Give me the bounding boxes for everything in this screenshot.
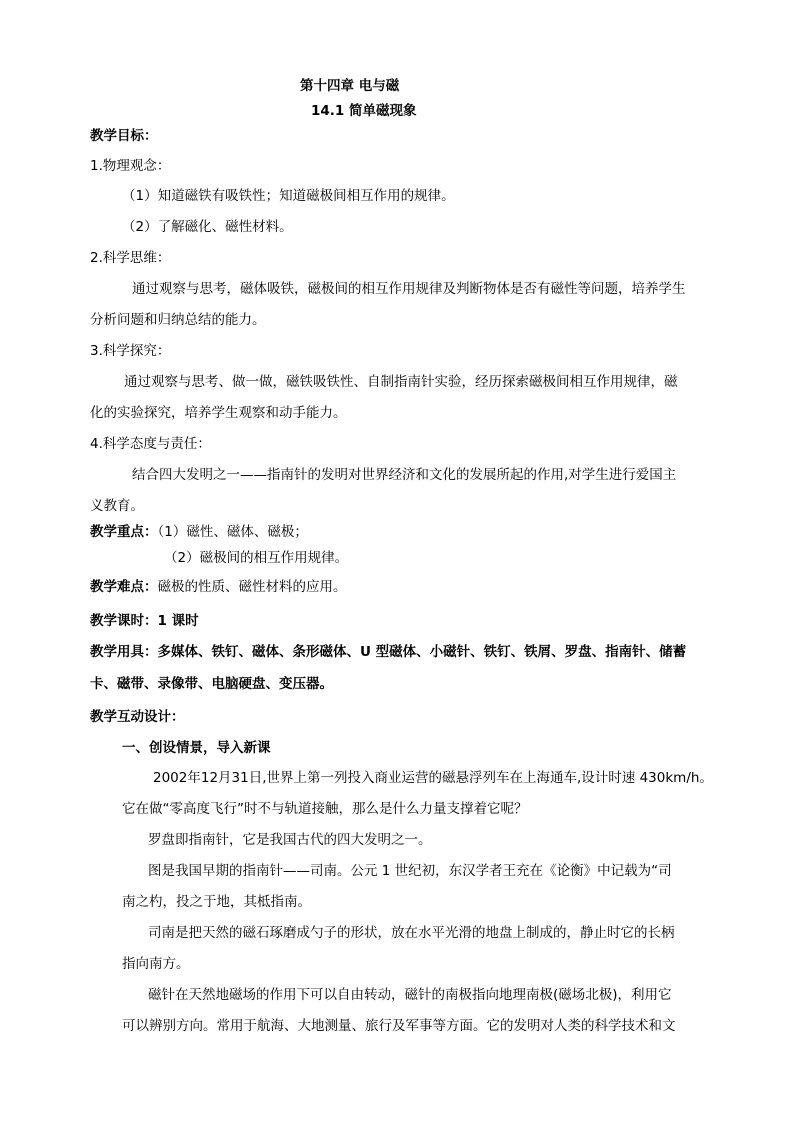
difficulty-label: 教学难点：: [90, 579, 158, 595]
section-title: 14.1 简单磁现象: [311, 103, 417, 119]
difficulty-text: 磁极的性质、磁性材料的应用。: [157, 579, 347, 595]
teaching-tools-line-2: 卡、磁带、录像带、电脑硬盘、变压器。: [90, 676, 333, 692]
paragraph-3-line-2: 南之杓，投之于地，其柢指南。: [122, 894, 311, 910]
objective-3-line-1: 通过观察与思考、做一做，磁铁吸铁性、自制指南针实验，经历探索磁极间相互作用规律，磁: [124, 374, 678, 390]
objective-2-line-1: 通过观察与思考，磁体吸铁，磁极间的相互作用规律及判断物体是否有磁性等问题，培养学生: [132, 281, 686, 297]
objective-3-heading: 3.科学探究：: [90, 343, 171, 359]
teaching-tools-line-1: 教学用具：多媒体、铁钉、磁体、条形磁体、U 型磁体、小磁针、铁钉、铁屑、罗盘、指南针、储蓄: [90, 644, 687, 660]
key-points-label: 教学重点：: [90, 524, 158, 540]
difficulty-row: [90, 578, 347, 596]
chapter-title: 第十四章 电与磁: [300, 78, 400, 94]
objective-2-line-2: 分析问题和归纳总结的能力。: [90, 312, 266, 328]
objective-4-line-2: 义教育。: [90, 498, 144, 514]
key-points-item-2: （2）磁极间的相互作用规律。: [164, 550, 349, 566]
key-points-row: [90, 523, 308, 541]
objective-1-item-1: （1）知道磁铁有吸铁性；知道磁极间相互作用的规律。: [122, 188, 455, 204]
objective-4-line-1: 结合四大发明之一——指南针的发明对世界经济和文化的发展所起的作用,对学生进行爱国主: [132, 467, 677, 483]
objective-2-heading: 2.科学思维：: [90, 250, 171, 266]
part-1-heading: 一、创设情景，导入新课: [122, 740, 271, 756]
objective-3-line-2: 化的实验探究，培养学生观察和动手能力。: [90, 405, 347, 421]
key-points-item-1: （1）磁性、磁体、磁极；: [157, 524, 308, 540]
paragraph-5-line-2: 可以辨别方向。常用于航海、大地测量、旅行及军事等方面。它的发明对人类的科学技术和文: [122, 1018, 676, 1034]
paragraph-4-line-1: 司南是把天然的磁石琢磨成勺子的形状，放在水平光滑的地盘上制成的，静止时它的长柄: [148, 925, 675, 941]
teaching-hours: 教学课时：1 课时: [90, 613, 199, 629]
paragraph-1-line-2: 它在做“零高度飞行”时不与轨道接触，那么是什么力量支撑着它呢？: [122, 801, 528, 817]
paragraph-3-line-1: 图是我国早期的指南针——司南。公元 1 世纪初，东汉学者王充在《论衡》中记载为“司: [148, 863, 672, 879]
objective-1-heading: 1.物理观念：: [90, 158, 171, 174]
objective-1-item-2: （2）了解磁化、磁性材料。: [122, 219, 293, 235]
interactive-design-heading: 教学互动设计：: [90, 709, 185, 725]
paragraph-5-line-1: 磁针在天然地磁场的作用下可以自由转动，磁针的南极指向地理南极(磁场北极)，利用它: [148, 987, 672, 1003]
paragraph-4-line-2: 指向南方。: [122, 956, 190, 972]
paragraph-1-line-1: 2002年12月31日,世界上第一列投入商业运营的磁悬浮列车在上海通车,设计时速 430km/h。: [153, 770, 713, 786]
paragraph-2-line-1: 罗盘即指南针，它是我国古代的四大发明之一。: [148, 832, 432, 848]
objective-4-heading: 4.科学态度与责任：: [90, 436, 211, 452]
objectives-heading: 教学目标：: [90, 128, 158, 144]
